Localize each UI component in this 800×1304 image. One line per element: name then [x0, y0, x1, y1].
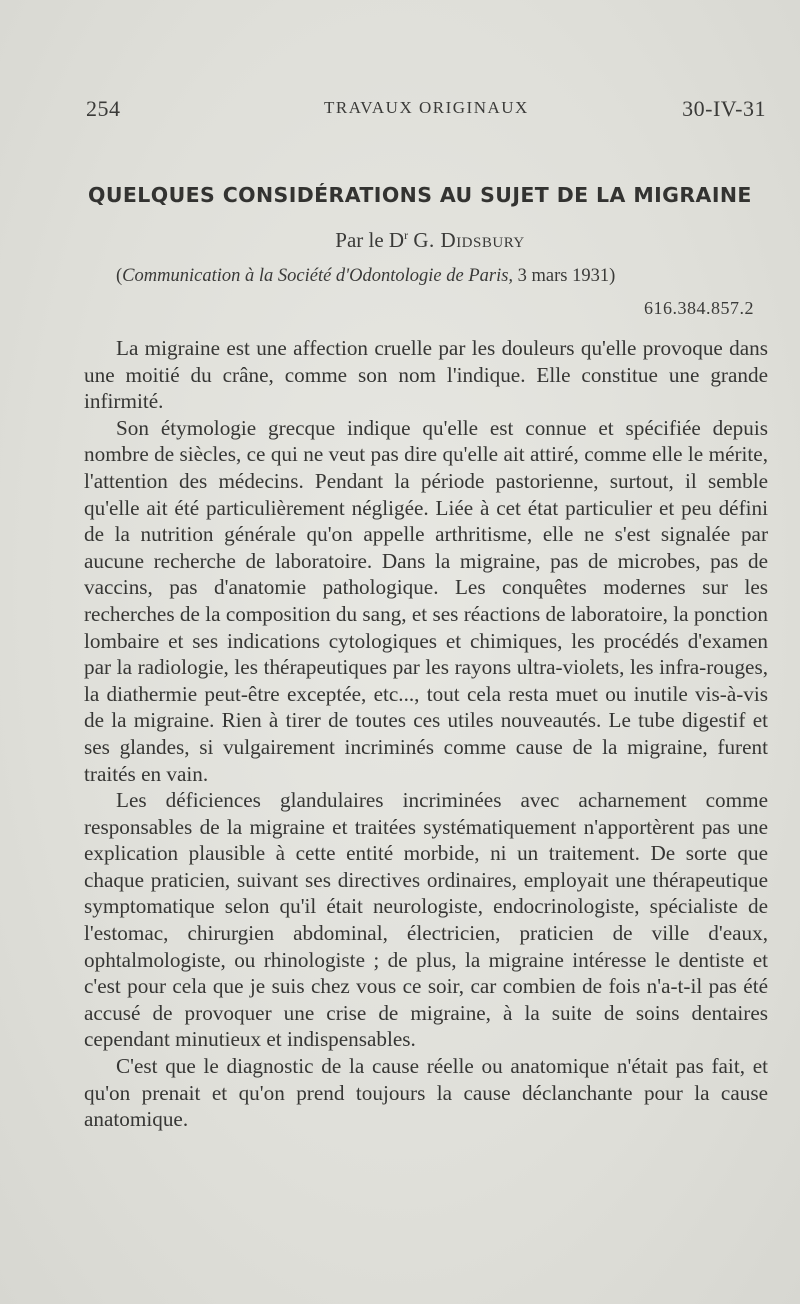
header-date: 30-IV-31	[682, 96, 766, 121]
paragraph: Les déficiences glandulaires incriminées avec acharnement comme responsables de la migraine et traitées systématiquement n'apportèrent pas une explication plausible à cette entité morbide, ni un traitement. De sorte que chaque praticien, suivant ses directives ordinaires, employait une thérapeutique symptomatique selon qu'il était neurologiste, endocrinologiste, spécialiste de l'estomac, chirurgien abdominal, électricien, praticien de ville d'eaux, ophtalmologiste, ou rhinologiste ; de plus, la migraine intéresse le dentiste et c'est pour cela que je suis chez vous ce soir, car combien de fois n'a-t-il pas été accusé de provoquer une crise de migraine, à la suite de soins dentaires cependant minutieux et indispensables.	[84, 788, 768, 1052]
communication-open-paren: (	[116, 266, 123, 286]
author-line	[0, 228, 800, 253]
paragraph: La migraine est une affection cruelle par les douleurs qu'elle provoque dans une moitié du crâne, comme son nom l'indique. Elle constitue une grande infirmité.	[84, 336, 768, 414]
article-title: QUELQUES CONSIDÉRATIONS AU SUJET DE LA MIGRAINE	[88, 183, 752, 207]
communication-line	[116, 266, 796, 287]
paragraph: Son étymologie grecque indique qu'elle est connue et spécifiée depuis nombre de siècles, ce qui ne veut pas dire qu'elle ait attiré, comme elle le mérite, l'attention des médecins. Pendant la période pastorienne, surtout, il semble qu'elle ait été particulièrement négligée. Liée à cet état particulier et peu défini de la nutrition générale qu'on appelle arthritisme, elle ne s'est signalée par aucune recherche de laboratoire. Dans la migraine, pas de microbes, pas de vaccins, pas d'anatomie pathologique. Les conquêtes modernes sur les recherches de la composition du sang, et ses réactions de laboratoire, la ponction lombaire et ses indications cytologiques et chimiques, les procédés d'examen par la radiologie, les thérapeutiques par les rayons ultra-violets, les infra-rouges, la diathermie peut-être exceptée, etc..., tout cela resta muet ou inutile vis-à-vis de la migraine. Rien à tirer de toutes ces utiles nouveautés. Le tube digestif et ses glandes, si vulgairement incriminés comme cause de la migraine, furent traités en vain.	[84, 415, 768, 786]
communication-date: 3 mars 1931)	[513, 266, 616, 286]
paragraph: C'est que le diagnostic de la cause réelle ou anatomique n'était pas fait, et qu'on prenait et qu'on prend toujours la cause déclanchante pour la cause anatomique.	[84, 1054, 768, 1132]
author-prefix: Par le D	[335, 228, 405, 252]
running-header	[86, 96, 766, 126]
running-title: TRAVAUX ORIGINAUX	[324, 98, 529, 117]
page-number: 254	[86, 96, 121, 121]
author-prefix-sup: r	[404, 228, 409, 242]
classification-number: 616.384.857.2	[644, 298, 754, 318]
article-body	[84, 335, 768, 1133]
communication-venue: Communication à la Société d'Odontologie de Paris,	[122, 266, 514, 286]
author-name: G. Didsbury	[413, 228, 525, 252]
